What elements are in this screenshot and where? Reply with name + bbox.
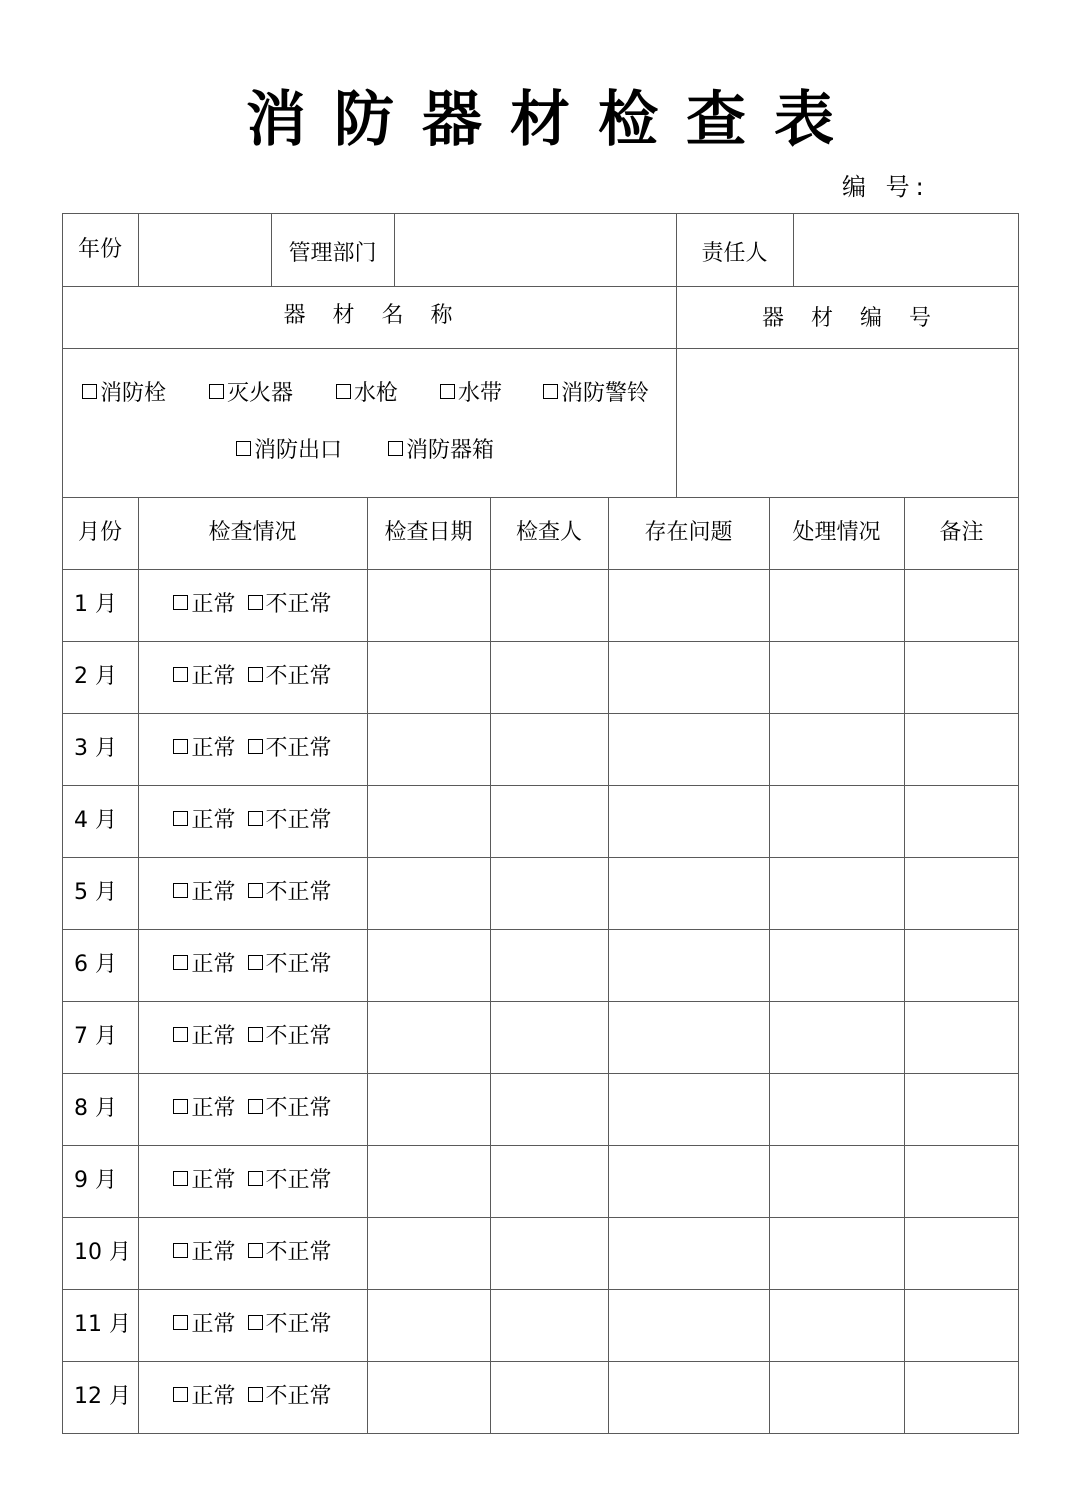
- remarks-field[interactable]: [905, 1146, 1019, 1217]
- month-label: 2 月: [74, 664, 117, 689]
- issues-field[interactable]: [609, 1146, 769, 1217]
- checkbox-icon[interactable]: [173, 595, 188, 610]
- handling-field[interactable]: [770, 930, 904, 1001]
- remarks-field[interactable]: [905, 1002, 1019, 1073]
- option-fire-alarm[interactable]: [543, 379, 649, 409]
- inspector-field[interactable]: [491, 930, 608, 1001]
- month-label: 9 月: [74, 1168, 117, 1193]
- column-header-inspection-date: 检查日期: [384, 520, 473, 545]
- checkbox-icon[interactable]: [440, 384, 455, 399]
- inspection-date-field[interactable]: [368, 786, 490, 857]
- issues-field[interactable]: [609, 1362, 769, 1433]
- equipment-number-field[interactable]: [677, 349, 1018, 497]
- month-label: 6 月: [74, 952, 117, 977]
- status-normal-option[interactable]: [173, 735, 235, 763]
- handling-field[interactable]: [770, 1146, 904, 1217]
- month-label: 4 月: [74, 808, 117, 833]
- inspection-date-field[interactable]: [368, 642, 490, 713]
- checkbox-icon[interactable]: [388, 441, 403, 456]
- status-normal-option[interactable]: [173, 1095, 235, 1123]
- status-abnormal-option[interactable]: [248, 591, 332, 619]
- status-option-label: 正常: [191, 736, 236, 761]
- issues-field[interactable]: [609, 642, 769, 713]
- handling-field[interactable]: [770, 1002, 904, 1073]
- handling-field[interactable]: [770, 858, 904, 929]
- status-option-label: 正常: [191, 1240, 236, 1265]
- remarks-field[interactable]: [905, 1218, 1019, 1289]
- inspector-field[interactable]: [491, 714, 608, 785]
- month-label: 5 月: [74, 880, 117, 905]
- remarks-field[interactable]: [905, 930, 1019, 1001]
- inspection-status-options: [138, 857, 367, 929]
- inspection-date-field[interactable]: [368, 1218, 490, 1289]
- checkbox-icon[interactable]: [248, 739, 263, 754]
- option-label: 灭火器: [227, 381, 294, 406]
- status-option-label: 正常: [191, 592, 236, 617]
- checkbox-icon[interactable]: [173, 811, 188, 826]
- serial-number-label: 编 号:: [842, 173, 930, 201]
- option-label: 水带: [458, 381, 503, 406]
- status-abnormal-option[interactable]: [248, 735, 332, 763]
- inspection-date-field[interactable]: [368, 1362, 490, 1433]
- issues-field[interactable]: [609, 858, 769, 929]
- inspection-status-options: [138, 641, 367, 713]
- equipment-number-header: 器 材 编 号: [762, 306, 941, 331]
- responsible-person-field[interactable]: [794, 214, 1018, 286]
- inspection-date-field[interactable]: [368, 1074, 490, 1145]
- checkbox-icon[interactable]: [248, 1027, 263, 1042]
- status-option-label: 不正常: [265, 880, 332, 905]
- inspector-field[interactable]: [491, 1290, 608, 1361]
- option-label: 水枪: [354, 381, 399, 406]
- issues-field[interactable]: [609, 1002, 769, 1073]
- inspector-field[interactable]: [491, 1074, 608, 1145]
- inspector-field[interactable]: [491, 642, 608, 713]
- inspection-date-field[interactable]: [368, 1146, 490, 1217]
- status-option-label: 不正常: [265, 1024, 332, 1049]
- inspection-status-options: [138, 1001, 367, 1073]
- option-fire-hydrant[interactable]: [82, 379, 166, 409]
- inspection-date-field[interactable]: [368, 930, 490, 1001]
- handling-field[interactable]: [770, 642, 904, 713]
- column-header-month: 月份: [77, 520, 122, 545]
- status-option-label: 正常: [191, 1384, 236, 1409]
- checkbox-icon[interactable]: [248, 811, 263, 826]
- column-header-inspector: 检查人: [515, 520, 582, 545]
- status-option-label: 正常: [191, 1312, 236, 1337]
- month-label: 1 月: [74, 592, 117, 617]
- status-option-label: 正常: [191, 952, 236, 977]
- checkbox-icon[interactable]: [248, 595, 263, 610]
- status-abnormal-option[interactable]: [248, 1095, 332, 1123]
- equipment-name-header: 器 材 名 称: [283, 303, 463, 328]
- checkbox-icon[interactable]: [173, 1243, 188, 1258]
- inspector-field[interactable]: [491, 786, 608, 857]
- checkbox-icon[interactable]: [248, 1387, 263, 1402]
- status-abnormal-option[interactable]: [248, 1023, 332, 1051]
- status-option-label: 不正常: [265, 1384, 332, 1409]
- inspection-status-options: [138, 1361, 367, 1433]
- column-header-handling: 处理情况: [792, 520, 881, 545]
- status-option-label: 不正常: [265, 1240, 332, 1265]
- option-label: 消防器箱: [406, 438, 495, 463]
- month-label: 10 月: [74, 1240, 131, 1265]
- status-normal-option[interactable]: [173, 663, 235, 691]
- option-fire-hose[interactable]: [440, 379, 502, 409]
- checkbox-icon[interactable]: [248, 1315, 263, 1330]
- equipment-options: [62, 379, 676, 409]
- status-abnormal-option[interactable]: [248, 1311, 332, 1339]
- checkbox-icon[interactable]: [248, 1243, 263, 1258]
- inspection-status-options: [138, 1145, 367, 1217]
- checkbox-icon[interactable]: [336, 384, 351, 399]
- inspection-status-options: [138, 1073, 367, 1145]
- checkbox-icon[interactable]: [173, 1171, 188, 1186]
- inspection-status-options: [138, 713, 367, 785]
- status-option-label: 正常: [191, 1168, 236, 1193]
- checkbox-icon[interactable]: [248, 955, 263, 970]
- checkbox-icon[interactable]: [173, 667, 188, 682]
- remarks-field[interactable]: [905, 714, 1019, 785]
- status-normal-option[interactable]: [173, 807, 235, 835]
- remarks-field[interactable]: [905, 570, 1019, 641]
- status-abnormal-option[interactable]: [248, 951, 332, 979]
- status-option-label: 不正常: [265, 808, 332, 833]
- issues-field[interactable]: [609, 714, 769, 785]
- handling-field[interactable]: [770, 1218, 904, 1289]
- option-label: 消防出口: [254, 438, 343, 463]
- checkbox-icon[interactable]: [173, 739, 188, 754]
- remarks-field[interactable]: [905, 1362, 1019, 1433]
- page-title: 消防器材检查表: [246, 85, 862, 155]
- checkbox-icon[interactable]: [173, 1027, 188, 1042]
- issues-field[interactable]: [609, 1218, 769, 1289]
- status-option-label: 不正常: [265, 1096, 332, 1121]
- status-option-label: 正常: [191, 808, 236, 833]
- year-field[interactable]: [139, 214, 271, 286]
- handling-field[interactable]: [770, 714, 904, 785]
- status-option-label: 正常: [191, 880, 236, 905]
- handling-field[interactable]: [770, 1074, 904, 1145]
- inspector-field[interactable]: [491, 1002, 608, 1073]
- status-option-label: 正常: [191, 664, 236, 689]
- month-label: 3 月: [74, 736, 117, 761]
- column-header-inspection-status: 检查情况: [208, 520, 297, 545]
- option-label: 消防栓: [100, 381, 167, 406]
- status-abnormal-option[interactable]: [248, 663, 332, 691]
- responsible-person-label: 责任人: [701, 240, 768, 266]
- status-abnormal-option[interactable]: [248, 879, 332, 907]
- option-water-gun[interactable]: [336, 379, 398, 409]
- remarks-field[interactable]: [905, 1290, 1019, 1361]
- inspector-field[interactable]: [491, 570, 608, 641]
- year-label: 年份: [77, 236, 122, 262]
- status-normal-option[interactable]: [173, 879, 235, 907]
- option-label: 消防警铃: [561, 381, 650, 406]
- handling-field[interactable]: [770, 786, 904, 857]
- remarks-field[interactable]: [905, 858, 1019, 929]
- month-label: 12 月: [74, 1384, 131, 1409]
- checkbox-icon[interactable]: [248, 1171, 263, 1186]
- table-line: [62, 1433, 1019, 1434]
- status-normal-option[interactable]: [173, 591, 235, 619]
- checkbox-icon[interactable]: [173, 1315, 188, 1330]
- inspection-date-field[interactable]: [368, 858, 490, 929]
- column-header-remarks: 备注: [939, 520, 984, 545]
- inspector-field[interactable]: [491, 858, 608, 929]
- inspection-status-options: [138, 785, 367, 857]
- status-option-label: 不正常: [265, 1312, 332, 1337]
- inspection-table: [62, 213, 1019, 1434]
- status-normal-option[interactable]: [173, 1311, 235, 1339]
- option-fire-exit[interactable]: [236, 436, 342, 466]
- month-label: 11 月: [74, 1312, 131, 1337]
- inspection-date-field[interactable]: [368, 714, 490, 785]
- checkbox-icon[interactable]: [248, 883, 263, 898]
- option-fire-extinguisher[interactable]: [209, 379, 293, 409]
- handling-field[interactable]: [770, 570, 904, 641]
- option-fire-cabinet[interactable]: [388, 436, 494, 466]
- status-option-label: 不正常: [265, 592, 332, 617]
- checkbox-icon[interactable]: [173, 883, 188, 898]
- checkbox-icon[interactable]: [173, 1387, 188, 1402]
- status-abnormal-option[interactable]: [248, 807, 332, 835]
- issues-field[interactable]: [609, 786, 769, 857]
- status-option-label: 不正常: [265, 1168, 332, 1193]
- month-label: 8 月: [74, 1096, 117, 1121]
- status-abnormal-option[interactable]: [248, 1167, 332, 1195]
- status-normal-option[interactable]: [173, 951, 235, 979]
- issues-field[interactable]: [609, 1074, 769, 1145]
- inspection-status-options: [138, 1217, 367, 1289]
- issues-field[interactable]: [609, 570, 769, 641]
- inspector-field[interactable]: [491, 1218, 608, 1289]
- inspector-field[interactable]: [491, 1146, 608, 1217]
- issues-field[interactable]: [609, 1290, 769, 1361]
- status-option-label: 正常: [191, 1096, 236, 1121]
- checkbox-icon[interactable]: [173, 1099, 188, 1114]
- inspection-date-field[interactable]: [368, 570, 490, 641]
- equipment-options-row-2: [62, 436, 676, 466]
- inspection-status-options: [138, 929, 367, 1001]
- department-label: 管理部门: [288, 240, 377, 266]
- department-field[interactable]: [395, 214, 676, 286]
- issues-field[interactable]: [609, 930, 769, 1001]
- inspector-field[interactable]: [491, 1362, 608, 1433]
- status-abnormal-option[interactable]: [248, 1239, 332, 1267]
- status-option-label: 不正常: [265, 952, 332, 977]
- checkbox-icon[interactable]: [248, 667, 263, 682]
- status-normal-option[interactable]: [173, 1383, 235, 1411]
- checkbox-icon[interactable]: [248, 1099, 263, 1114]
- remarks-field[interactable]: [905, 1074, 1019, 1145]
- status-normal-option[interactable]: [173, 1167, 235, 1195]
- handling-field[interactable]: [770, 1290, 904, 1361]
- checkbox-icon[interactable]: [173, 955, 188, 970]
- remarks-field[interactable]: [905, 642, 1019, 713]
- remarks-field[interactable]: [905, 786, 1019, 857]
- status-abnormal-option[interactable]: [248, 1383, 332, 1411]
- inspection-status-options: [138, 569, 367, 641]
- inspection-date-field[interactable]: [368, 1002, 490, 1073]
- checkbox-icon[interactable]: [209, 384, 224, 399]
- column-header-issues: 存在问题: [644, 520, 733, 545]
- checkbox-icon[interactable]: [236, 441, 251, 456]
- status-option-label: 正常: [191, 1024, 236, 1049]
- status-option-label: 不正常: [265, 664, 332, 689]
- checkbox-icon[interactable]: [543, 384, 558, 399]
- month-label: 7 月: [74, 1024, 117, 1049]
- handling-field[interactable]: [770, 1362, 904, 1433]
- status-normal-option[interactable]: [173, 1239, 235, 1267]
- checkbox-icon[interactable]: [82, 384, 97, 399]
- inspection-status-options: [138, 1289, 367, 1361]
- status-option-label: 不正常: [265, 736, 332, 761]
- inspection-date-field[interactable]: [368, 1290, 490, 1361]
- status-normal-option[interactable]: [173, 1023, 235, 1051]
